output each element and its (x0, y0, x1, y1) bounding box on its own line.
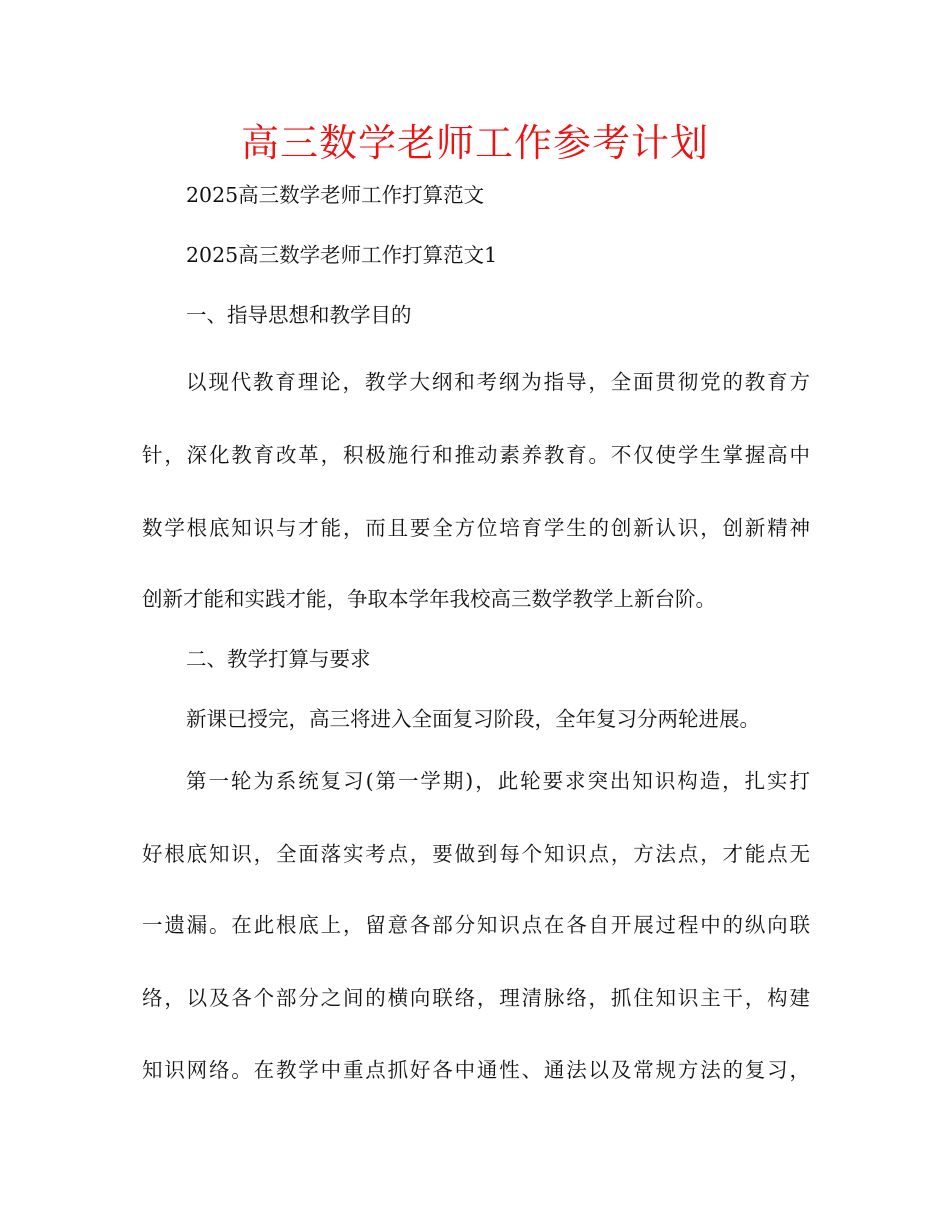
paragraph-line: 络，以及各个部分之间的横向联络，理清脉络，抓住知识主干，构建 (142, 986, 810, 1010)
section-heading: 一、指导思想和教学目的 (186, 303, 412, 327)
paragraph-line: 以现代教育理论，教学大纲和考纲为指导，全面贯彻党的教育方 (186, 370, 810, 394)
paragraph-line: 好根底知识，全面落实考点，要做到每个知识点，方法点，才能点无 (142, 842, 810, 866)
section-heading: 二、教学打算与要求 (186, 647, 371, 671)
subtitle-line: 2025高三数学老师工作打算范文 (186, 183, 485, 207)
document-title: 高三数学老师工作参考计划 (240, 121, 709, 165)
paragraph-line: 知识网络。在教学中重点抓好各中通性、通法以及常规方法的复习， (142, 1058, 810, 1082)
paragraph-line: 第一轮为系统复习(第一学期)，此轮要求突出知识构造，扎实打 (186, 769, 810, 793)
paragraph-line: 新课已授完，高三将进入全面复习阶段，全年复习分两轮进展。 (186, 707, 760, 731)
paragraph-line: 针，深化教育改革，积极施行和推动素养教育。不仅使学生掌握高中 (142, 443, 810, 467)
subtitle-line: 2025高三数学老师工作打算范文1 (186, 243, 498, 267)
paragraph-line: 数学根底知识与才能，而且要全方位培育学生的创新认识，创新精神 (142, 516, 810, 540)
paragraph-line: 一遗漏。在此根底上，留意各部分知识点在各自开展过程中的纵向联 (142, 913, 810, 937)
paragraph-line: 创新才能和实践才能，争取本学年我校高三数学教学上新台阶。 (142, 587, 716, 611)
